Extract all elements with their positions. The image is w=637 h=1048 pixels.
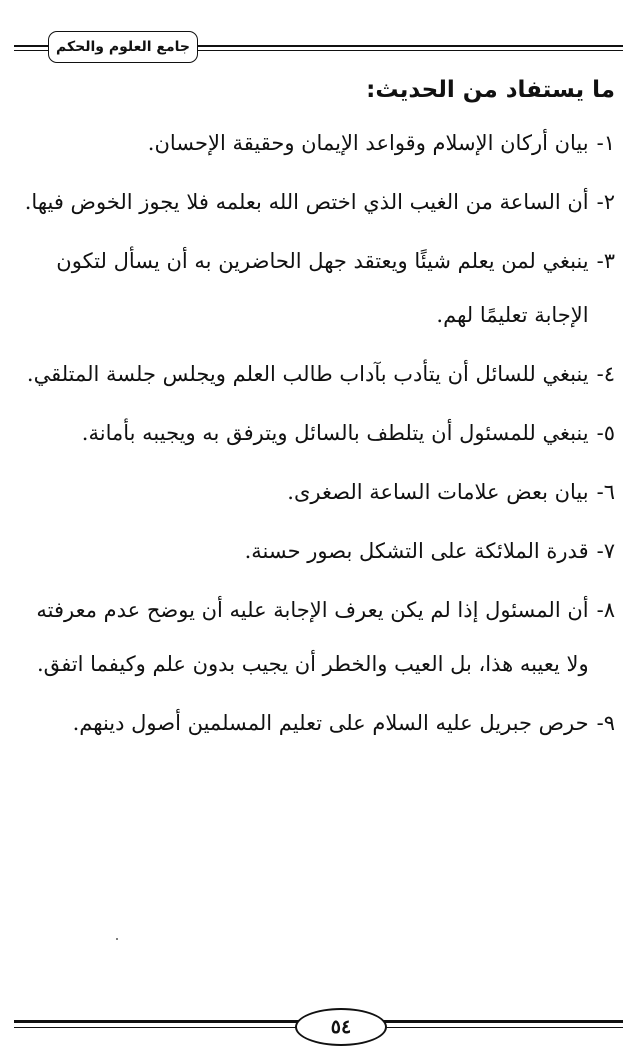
item-text: بيان بعض علامات الساعة الصغرى.	[287, 480, 589, 504]
item-number: ٨-	[596, 598, 615, 622]
page-number: ٥٤	[295, 1008, 387, 1046]
list-item	[20, 175, 615, 229]
list-item	[20, 583, 615, 691]
item-text: بيان أركان الإسلام وقواعد الإيمان وحقيقة الإحسان.	[147, 131, 589, 155]
print-speck	[116, 938, 118, 940]
item-text: حرص جبريل عليه السلام على تعليم المسلمين أصول دينهم.	[72, 711, 589, 735]
item-number: ٥-	[596, 421, 615, 445]
item-text: ينبغي للسائل أن يتأدب بآداب طالب العلم ويجلس جلسة المتلقي.	[26, 362, 589, 386]
page-content	[20, 72, 615, 755]
list-item	[20, 406, 615, 460]
item-number: ٧-	[596, 539, 615, 563]
item-text: ينبغي للمسئول أن يتلطف بالسائل ويترفق به ويجيبه بأمانة.	[81, 421, 589, 445]
list-item	[20, 524, 615, 578]
list-item	[20, 234, 615, 342]
list-item	[20, 465, 615, 519]
item-number: ٣-	[596, 249, 615, 273]
list-item	[20, 116, 615, 170]
benefits-list	[20, 116, 615, 750]
section-title: ما يستفاد من الحديث:	[366, 77, 615, 103]
item-number: ٩-	[596, 711, 615, 735]
item-text: أن المسئول إذا لم يكن يعرف الإجابة عليه أن يوضح عدم معرفته ولا يعيبه هذا، بل العيب والخطر أن يجيب بدون علم وكيفما اتفق.	[36, 598, 589, 676]
list-item	[20, 347, 615, 401]
item-number: ١-	[596, 131, 615, 155]
item-number: ٦-	[596, 480, 615, 504]
item-text: قدرة الملائكة على التشكل بصور حسنة.	[244, 539, 589, 563]
item-text: ينبغي لمن يعلم شيئًا ويعتقد جهل الحاضرين به أن يسأل لتكون الإجابة تعليمًا لهم.	[56, 249, 589, 327]
item-number: ٤-	[596, 362, 615, 386]
list-item	[20, 696, 615, 750]
item-number: ٢-	[596, 190, 615, 214]
item-text: أن الساعة من الغيب الذي اختص الله بعلمه فلا يجوز الخوض فيها.	[24, 190, 589, 214]
running-header-title: جامع العلوم والحكم	[48, 31, 198, 63]
